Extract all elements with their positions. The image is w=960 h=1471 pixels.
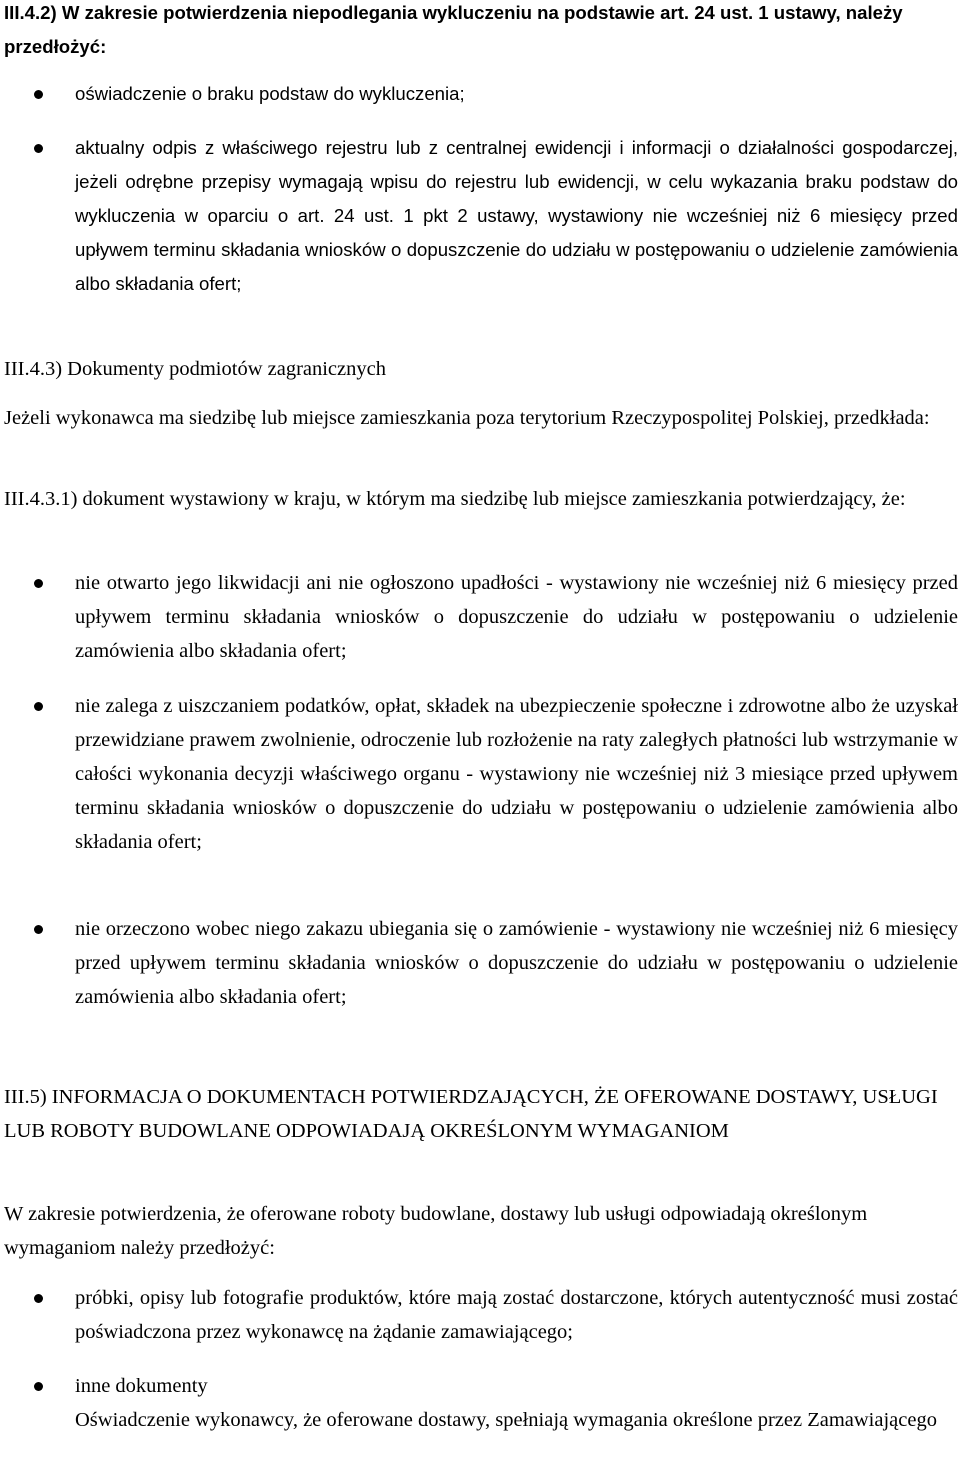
list-item: nie otwarto jego likwidacji ani nie ogłoszono upadłości - wystawiony nie wcześniej niż 6 miesięcy przed upływem terminu składania wniosków o dopuszczenie do udziału w postępowaniu o udzielenie zamówienia albo składania ofert; [4, 566, 958, 668]
section-5-heading: III.5) INFORMACJA O DOKUMENTACH POTWIERDZAJĄCYCH, ŻE OFEROWANE DOSTAWY, USŁUGI LUB ROBOTY BUDOWLANE ODPOWIADAJĄ OKREŚLONYM WYMAGANIOM [4, 1086, 938, 1142]
section-4-3-list-3 [4, 912, 958, 1014]
bullet-icon [34, 144, 43, 153]
section-5-intro: W zakresie potwierdzenia, że oferowane roboty budowlane, dostawy lub usługi odpowiadają określonym wymaganiom należy przedłożyć: [4, 1203, 868, 1259]
bullet-icon [34, 925, 43, 934]
bullet-icon [34, 579, 43, 588]
section-4-3-heading: III.4.3) Dokumenty podmiotów zagranicznych [4, 358, 386, 380]
section-4-2-heading: III.4.2) W zakresie potwierdzenia niepodlegania wykluczeniu na podstawie art. 24 ust. 1 ustawy, należy przedłożyć: [4, 2, 903, 57]
section-4-3-intro: Jeżeli wykonawca ma siedzibę lub miejsce zamieszkania poza terytorium Rzeczypospolitej Polskiej, przedkłada: [4, 407, 930, 429]
list-item: nie orzeczono wobec niego zakazu ubiegania się o zamówienie - wystawiony nie wcześniej niż 6 miesięcy przed upływem terminu składania wniosków o dopuszczenie do udziału w postępowaniu o udzielenie zamówienia albo składania ofert; [4, 912, 958, 1014]
list-item: aktualny odpis z właściwego rejestru lub z centralnej ewidencji i informacji o działalności gospodarczej, jeżeli odrębne przepisy wymagają wpisu do rejestru lub ewidencji, w celu wykazania braku podstaw do wykluczenia w oparciu o art. 24 ust. 1 pkt 2 ustawy, wystawiony nie wcześniej niż 6 miesięcy przed upływem terminu składania wniosków o dopuszczenie do udziału w postępowaniu o udzielenie zamówienia albo składania ofert; [4, 131, 958, 301]
bullet-icon [34, 1382, 43, 1391]
section-4-3-1-heading: III.4.3.1) dokument wystawiony w kraju, w którym ma siedzibę lub miejsce zamieszkania potwierdzający, że: [4, 488, 906, 510]
section-4-3-list-2 [4, 689, 958, 859]
section-4-2-list [4, 77, 958, 111]
list-item: oświadczenie o braku podstaw do wykluczenia; [4, 77, 958, 111]
section-5-list-2 [4, 1369, 958, 1437]
list-item [4, 1369, 958, 1437]
section-5-list-1 [4, 1281, 958, 1349]
bullet-icon [34, 90, 43, 99]
section-4-3-list-1 [4, 566, 958, 668]
list-item: próbki, opisy lub fotografie produktów, które mają zostać dostarczone, których autentyczność musi zostać poświadczona przez wykonawcę na żądanie zamawiającego; [4, 1281, 958, 1349]
section-4-2-list-2 [4, 131, 958, 301]
bullet-icon [34, 1294, 43, 1303]
list-item-text: Oświadczenie wykonawcy, że oferowane dostawy, spełniają wymagania określone przez Zamawiającego [75, 1409, 937, 1431]
list-item: nie zalega z uiszczaniem podatków, opłat, składek na ubezpieczenie społeczne i zdrowotne albo że uzyskał przewidziane prawem zwolnienie, odroczenie lub rozłożenie na raty zaległych płatności lub wstrzymanie w całości wykonania decyzji właściwego organu - wystawiony nie wcześniej niż 3 miesiące przed upływem terminu składania wniosków o dopuszczenie do udziału w postępowaniu o udzielenie zamówienia albo składania ofert; [4, 689, 958, 859]
list-item-title: inne dokumenty [75, 1375, 208, 1397]
bullet-icon [34, 702, 43, 711]
